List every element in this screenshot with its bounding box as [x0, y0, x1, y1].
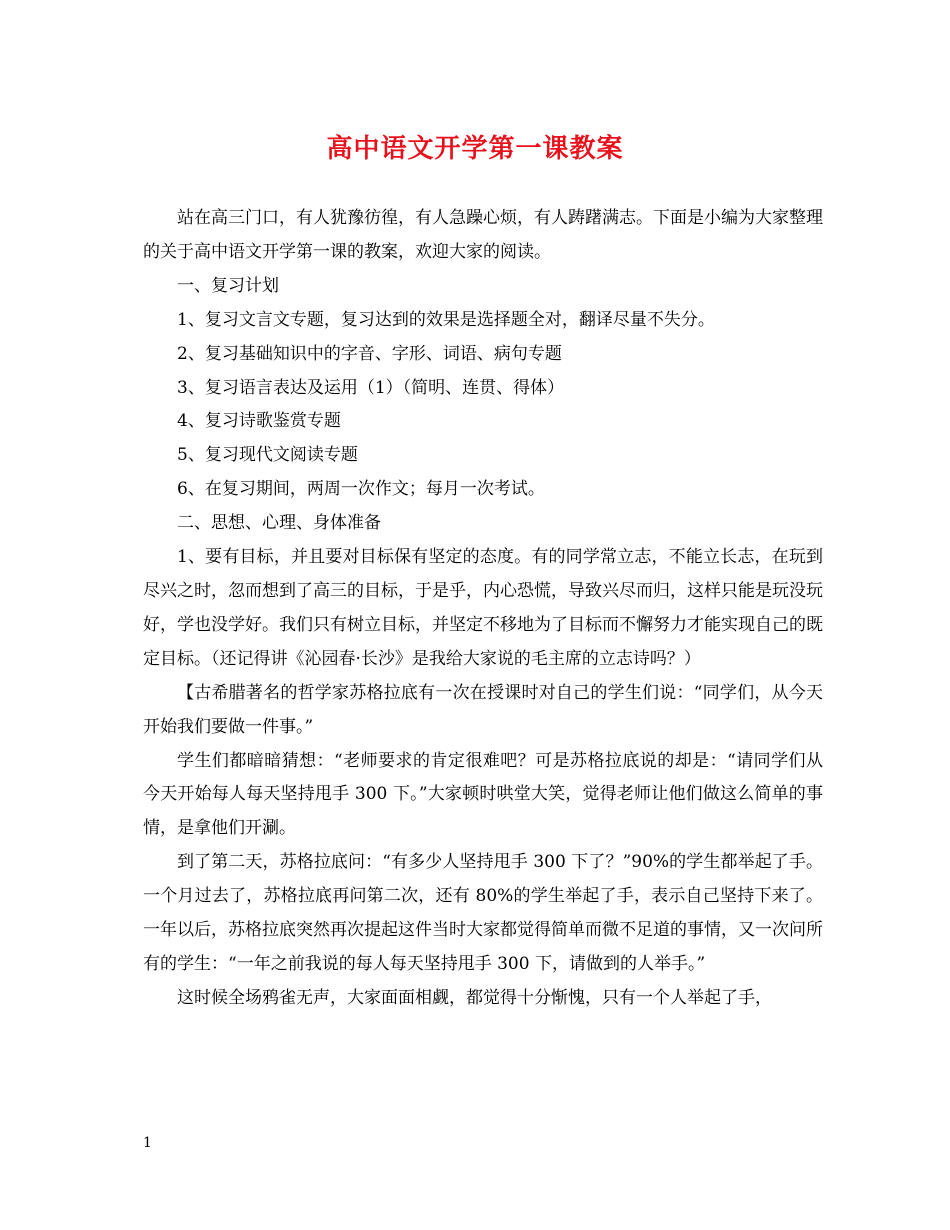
- paragraph: 1、要有目标，并且要对目标保有坚定的态度。有的同学常立志，不能立长志，在玩到尽兴之时，忽而想到了高三的目标，于是乎，内心恐慌，导致兴尽而归，这样只能是玩没玩好，学也没学好。我们只有树立目标，并坚定不移地为了目标而不懈努力才能实现自己的既定目标。（还记得讲《沁园春·长沙》是我给大家说的毛主席的立志诗吗？）: [143, 547, 823, 669]
- paragraph-intro: 站在高三门口，有人犹豫彷徨，有人急躁心烦，有人踌躇满志。下面是小编为大家整理的关于高中语文开学第一课的教案，欢迎大家的阅读。: [143, 208, 823, 262]
- list-item: 5、复习现代文阅读专题: [177, 445, 358, 466]
- section-heading-preparation: 二、思想、心理、身体准备: [177, 513, 381, 534]
- paragraph: 这时候全场鸦雀无声，大家面面相觑，都觉得十分惭愧，只有一个人举起了手，: [177, 987, 772, 1008]
- paragraph: 学生们都暗暗猜想：“老师要求的肯定很难吧？可是苏格拉底说的却是：“请同学们从今天开始每人每天坚持甩手 300 下。”大家顿时哄堂大笑，觉得老师让他们做这么简单的事情，是拿他们开涮。: [143, 750, 823, 839]
- list-item: 3、复习语言表达及运用（1）（简明、连贯、得体）: [177, 377, 565, 398]
- list-item: 6、在复习期间，两周一次作文；每月一次考试。: [177, 479, 545, 500]
- paragraph: 到了第二天，苏格拉底问：“有多少人坚持甩手 300 下了？”90%的学生都举起了手。一个月过去了，苏格拉底再问第二次，还有 80%的学生举起了手，表示自己坚持下来了。一年以后，苏格拉底突然再次提起这件当时大家都觉得简单而微不足道的事情，又一次问所有的学生：“一年之前我说的每人每天坚持甩手 300 下，请做到的人举手。”: [143, 852, 823, 974]
- section-heading-review-plan: 一、复习计划: [177, 275, 279, 296]
- paragraph: 【古希腊著名的哲学家苏格拉底有一次在授课时对自己的学生们说：“同学们，从今天开始我们要做一件事。”: [143, 682, 823, 737]
- list-item: 4、复习诗歌鉴赏专题: [177, 411, 341, 432]
- list-item: 1、复习文言文专题，复习达到的效果是选择题全对，翻译尽量不失分。: [177, 309, 715, 330]
- document-title: 高中语文开学第一课教案: [326, 134, 624, 164]
- list-item: 2、复习基础知识中的字音、字形、词语、病句专题: [177, 343, 562, 364]
- document-body: [143, 202, 823, 1016]
- page-number: 1: [143, 1135, 152, 1151]
